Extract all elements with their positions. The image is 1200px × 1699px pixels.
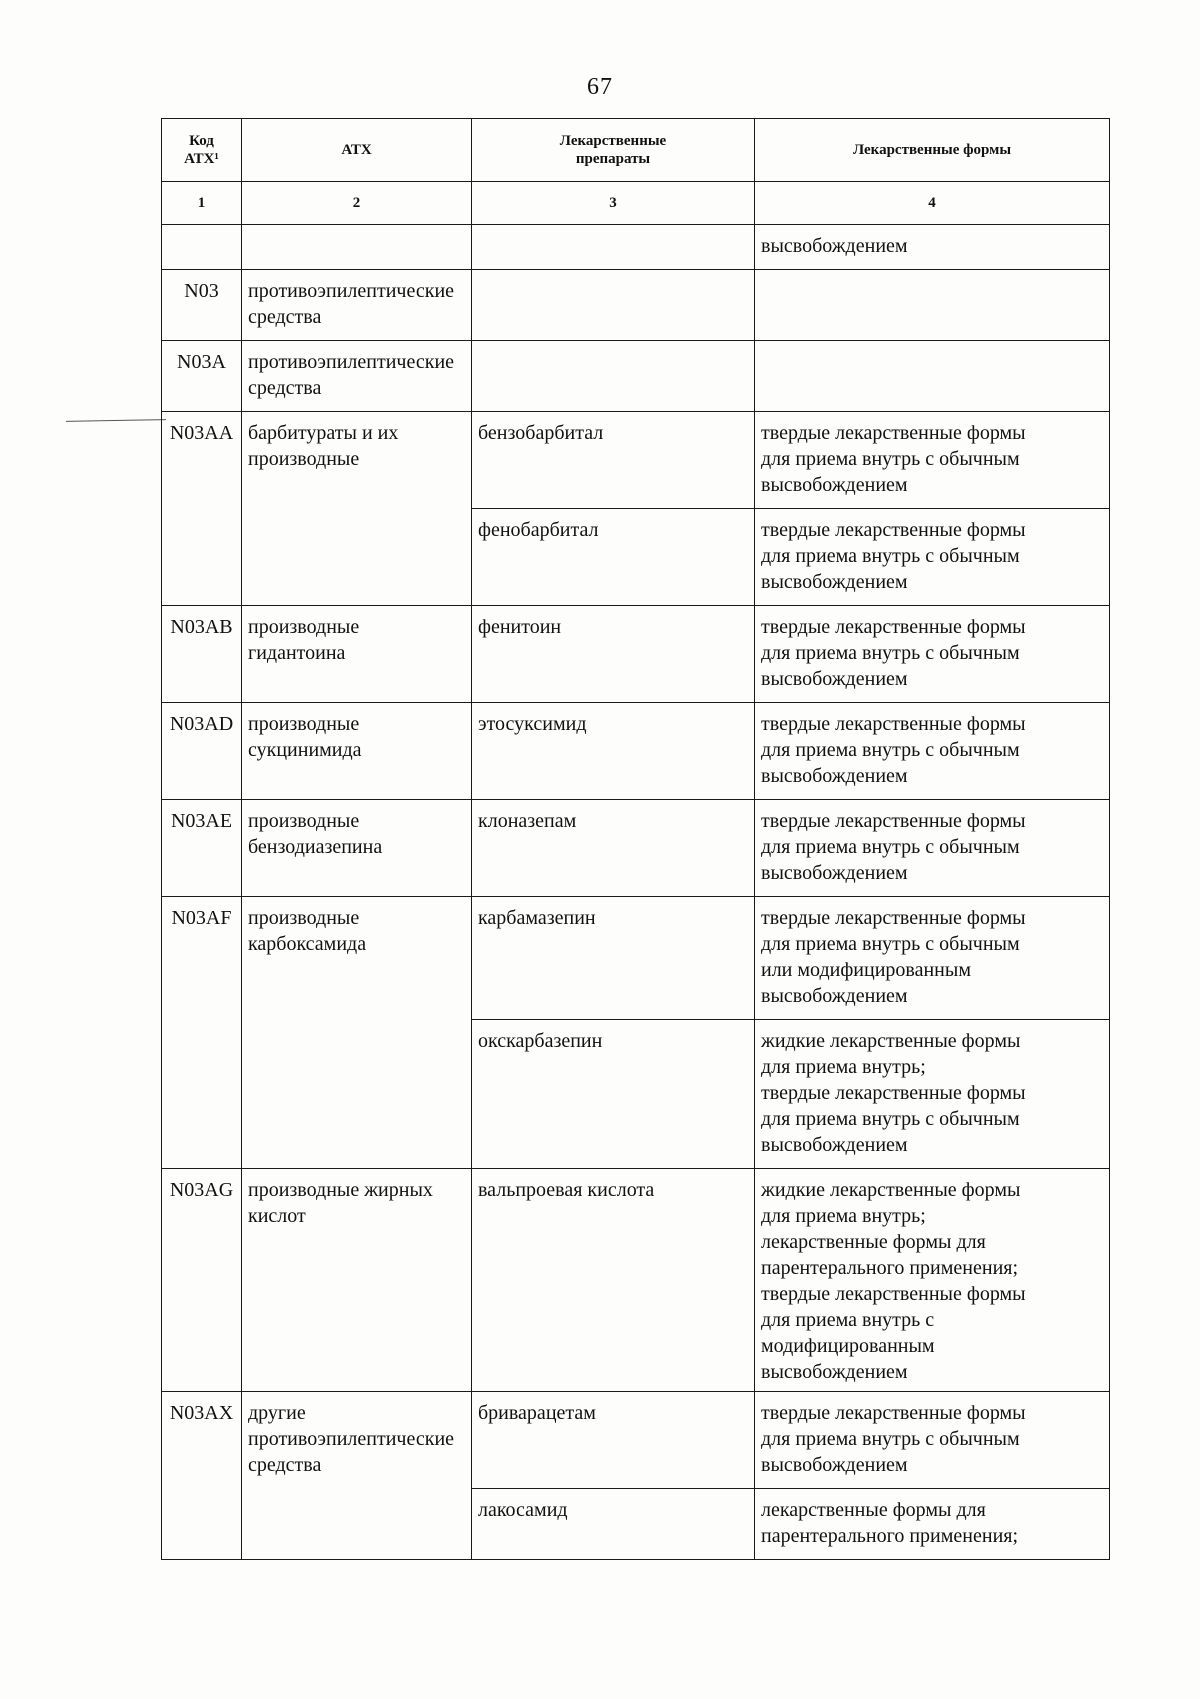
table-row xyxy=(162,1169,1110,1392)
code-cell: N03AE xyxy=(162,800,242,897)
forms-cell: твердые лекарственные формы для приема внутрь с обычным или модифицированным высвобождением xyxy=(755,897,1110,1020)
atc-cell: противоэпилептические средства xyxy=(242,270,472,341)
forms-cell: твердые лекарственные формы для приема внутрь с обычным высвобождением xyxy=(755,412,1110,509)
drug-cell: бензобарбитал xyxy=(472,412,755,509)
header-code: Код АТХ¹ xyxy=(162,119,242,182)
forms-cell xyxy=(755,341,1110,412)
table-row xyxy=(162,270,1110,341)
header-atc: АТХ xyxy=(242,119,472,182)
atc-cell: производные жирных кислот xyxy=(242,1169,472,1392)
drug-cell xyxy=(472,341,755,412)
header-drugs: Лекарственные препараты xyxy=(472,119,755,182)
column-number-row xyxy=(162,182,1110,225)
drug-cell: окскарбазепин xyxy=(472,1020,755,1169)
table-row xyxy=(162,897,1110,1020)
forms-cell: твердые лекарственные формы для приема внутрь с обычным высвобождением xyxy=(755,606,1110,703)
header-row xyxy=(162,119,1110,182)
code-cell: N03AG xyxy=(162,1169,242,1392)
forms-cell: твердые лекарственные формы для приема внутрь с обычным высвобождением xyxy=(755,1392,1110,1489)
table-row xyxy=(162,1392,1110,1489)
drug-cell: бриварацетам xyxy=(472,1392,755,1489)
margin-mark xyxy=(66,419,166,422)
atc-cell: производные карбоксамида xyxy=(242,897,472,1169)
table-row xyxy=(162,341,1110,412)
atc-cell: противоэпилептические средства xyxy=(242,341,472,412)
drug-cell: карбамазепин xyxy=(472,897,755,1020)
forms-cell: твердые лекарственные формы для приема внутрь с обычным высвобождением xyxy=(755,800,1110,897)
header-forms: Лекарственные формы xyxy=(755,119,1110,182)
forms-cell xyxy=(755,270,1110,341)
drug-cell xyxy=(472,225,755,270)
code-cell: N03A xyxy=(162,341,242,412)
drug-cell: фенобарбитал xyxy=(472,509,755,606)
code-cell: N03AX xyxy=(162,1392,242,1560)
drug-cell: этосуксимид xyxy=(472,703,755,800)
column-number: 4 xyxy=(755,182,1110,225)
forms-cell: жидкие лекарственные формы для приема внутрь; лекарственные формы для парентерального применения; твердые лекарственные формы для приема внутрь с модифицированным высвобождением xyxy=(755,1169,1110,1392)
atc-table xyxy=(161,118,1110,1560)
table-row xyxy=(162,703,1110,800)
drug-cell: вальпроевая кислота xyxy=(472,1169,755,1392)
code-cell xyxy=(162,225,242,270)
atc-cell: производные сукцинимида xyxy=(242,703,472,800)
forms-cell: твердые лекарственные формы для приема внутрь с обычным высвобождением xyxy=(755,509,1110,606)
atc-cell: другие противоэпилептические средства xyxy=(242,1392,472,1560)
forms-cell: твердые лекарственные формы для приема внутрь с обычным высвобождением xyxy=(755,703,1110,800)
code-cell: N03AD xyxy=(162,703,242,800)
page-number: 67 xyxy=(587,74,613,100)
atc-cell: производные бензодиазепина xyxy=(242,800,472,897)
forms-cell: лекарственные формы для парентерального применения; xyxy=(755,1489,1110,1560)
drug-cell: лакосамид xyxy=(472,1489,755,1560)
column-number: 3 xyxy=(472,182,755,225)
table-row xyxy=(162,225,1110,270)
table-row xyxy=(162,606,1110,703)
atc-cell xyxy=(242,225,472,270)
code-cell: N03AF xyxy=(162,897,242,1169)
column-number: 2 xyxy=(242,182,472,225)
forms-cell: жидкие лекарственные формы для приема внутрь; твердые лекарственные формы для приема внутрь с обычным высвобождением xyxy=(755,1020,1110,1169)
atc-cell: производные гидантоина xyxy=(242,606,472,703)
column-number: 1 xyxy=(162,182,242,225)
code-cell: N03AB xyxy=(162,606,242,703)
forms-cell: высвобождением xyxy=(755,225,1110,270)
table-row xyxy=(162,412,1110,509)
drug-cell xyxy=(472,270,755,341)
code-cell: N03AA xyxy=(162,412,242,606)
code-cell: N03 xyxy=(162,270,242,341)
atc-cell: барбитураты и их производные xyxy=(242,412,472,606)
table-row xyxy=(162,800,1110,897)
drug-cell: клоназепам xyxy=(472,800,755,897)
drug-cell: фенитоин xyxy=(472,606,755,703)
